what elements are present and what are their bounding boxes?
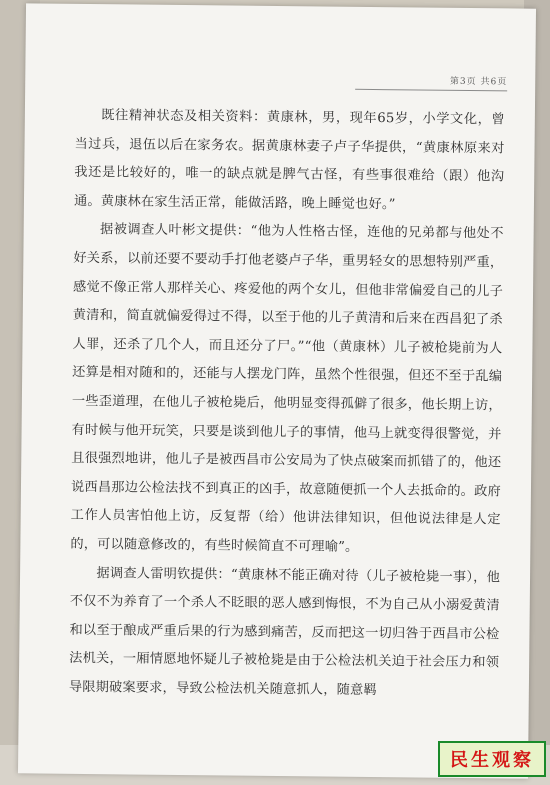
header-rule <box>355 89 507 92</box>
document-page <box>18 3 536 778</box>
paragraph: 据被调查人叶彬文提供：“他为人性格古怪，连他的兄弟都与他处不好关系，以前还要不要动手打他老婆卢子华，重男轻女的思想特别严重，感觉不像正常人那样关心、疼爱他的两个女儿，但他非常偏爱自己的儿子黄清和，简直就偏爱得过不得，以至于他的儿子黄清和后来在西昌犯了杀人罪，还杀了几个人，而且还分了尸。”“他（黄康林）儿子被枪毙前为人还算是相对随和的，还能与人摆龙门阵，虽然个性很强，但还不至于乱编一些歪道理，在他儿子被枪毙后，他明显变得孤僻了很多，他长期上访，有时候与他开玩笑，只要是谈到他儿子的事情，他马上就变得很警觉，并且很强烈地讲，他儿子是被西昌市公安局为了快点破案而抓错了的，他还说西昌那边公检法找不到真正的凶手，故意随便抓一个人去抵命的。政府工作人员害怕他上访，反复帮（给）他讲法律知识，但他说法律是人定的，可以随意修改的，有些时候简直不可理喻”。 <box>70 222 504 555</box>
paragraph: 据调查人雷明钦提供：“黄康林不能正确对待（儿子被枪毙一事），他不仅不为养育了一个杀人不眨眼的恶人感到悔恨，不为自己从小溺爱黄清和以至于酿成严重后果的行为感到痛苦，反而把这一切归咎于西昌市公检法机关，一厢情愿地怀疑儿子被枪毙是由于公检法机关迫于社会压力和领导限期破案要求，导致公检法机关随意抓人，随意羁 <box>68 565 501 698</box>
page-number: 第3页 共6页 <box>449 76 508 88</box>
watermark-logo: 民生观察 <box>438 741 546 777</box>
paragraph: 既往精神状态及相关资料：黄康林，男，现年65岁，小学文化，曾当过兵，退伍以后在家务农。据黄康林妻子卢子华提供，“黄康林原来对我还是比较好的，唯一的缺点就是脾气古怪，有些事很难给（跟）他沟通。黄康林在家生活正常，能做活路，晚上睡觉也好。” <box>73 108 505 213</box>
document-body <box>69 102 505 707</box>
